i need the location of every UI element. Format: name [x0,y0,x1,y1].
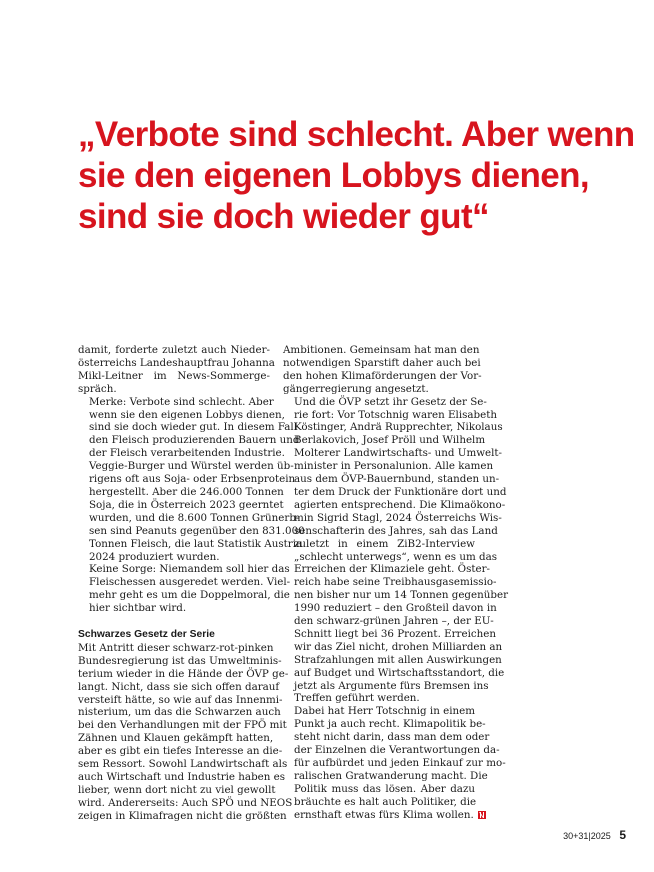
article-column-right [283,344,508,822]
section-heading: Schwarzes Gesetz der Serie [78,629,215,641]
text-line: aber es gibt ein tiefes Interesse an die- [78,745,283,758]
text-line: hergestellt. Aber die 246.000 Tonnen [89,485,284,498]
text-line: Zähnen und Klauen gekämpft hatten, [78,732,274,745]
text-line: langt. Nicht, dass sie sich offen darauf [78,680,280,693]
text-line: mehr geht es um die Doppelmoral, die [89,589,290,602]
text-line: Mikl-Leitner im News-Sommerge- [78,369,270,382]
pull-quote-headline: „Verbote sind schlecht. Aber wenn sie den eigenen Lobbys dienen, sind sie doch wieder gut“ [78,115,635,236]
paragraph [78,344,275,396]
text-line: jetzt als Argumente fürs Bremsen ins [294,679,489,692]
text-line: minister in Personalunion. Alle kamen [294,460,494,473]
text-line: Bundesregierung ist das Umweltminis- [78,654,282,667]
text-line: den schwarz-grünen Jahren –, der EU- [294,615,494,628]
text-line: steht nicht darin, dass man dem oder [294,731,490,744]
text-line: hier sichtbar wird. [89,602,187,615]
text-line: wir das Ziel nicht, drohen Milliarden an [294,640,503,653]
text-line: Treffen geführt werden. [294,692,420,705]
text-line: nisterium, um das die Schwarzen auch [78,706,281,719]
paragraph [283,395,508,706]
paragraph [78,395,305,564]
text-line: zeigen in Klimafragen nicht die größten [78,809,287,822]
text-line: min Sigrid Stagl, 2024 Österreichs Wis- [294,511,502,524]
text-line: sen sind Peanuts gegenüber den 831.000 [89,524,305,537]
text-line: Dabei hat Herr Totschnig in einem [294,705,475,718]
text-line: versteift hätte, so wie auf das Innenmi- [78,693,283,706]
text-line: 2024 produziert wurden. [89,550,220,563]
text-line: spräch. [78,382,117,395]
text-line: bei den Verhandlungen mit der FPÖ mit [78,719,287,732]
news-logo-n-icon [478,811,486,819]
text-line: 1990 reduziert – den Großteil davon in [294,602,497,615]
text-line: sem Ressort. Sowohl Landwirtschaft als [78,758,288,771]
text-line: Punkt ja auch recht. Klimapolitik be- [294,718,486,731]
paragraph [78,563,291,615]
text-line: ernsthaft etwas fürs Klima wollen. [283,809,475,822]
text-line: gängerregierung angesetzt. [283,382,429,395]
text-line: rigens oft aus Soja- oder Erbsenprotein [89,473,296,486]
text-line: „schlecht unterwegs“, wenn es um das [294,550,498,563]
text-line: ter dem Druck der Funktionäre dort und [294,485,507,498]
text-line: wird. Andererseits: Auch SPÖ und NEOS [78,796,293,809]
text-line: Köstinger, Andrä Rupprechter, Nikolaus [294,421,503,434]
paragraph [283,705,506,821]
paragraph [283,344,482,396]
text-line: terium wieder in die Hände der ÖVP ge- [78,667,289,680]
text-line: zuletzt in einem ZiB2-Interview [294,537,475,550]
text-line: ralischen Gratwanderung macht. Die [294,769,488,782]
text-line: wenn sie den eigenen Lobbys dienen, [89,408,285,421]
text-line: Keine Sorge: Niemandem soll hier das [89,563,290,576]
text-line: der Fleisch verarbeitenden Industrie. [89,447,285,460]
issue-number: 30+31|2025 [563,831,611,841]
paragraph [78,641,293,823]
text-line: Und die ÖVP setzt ihr Gesetz der Se- [294,395,487,408]
text-line: Soja, die in Österreich 2023 geerntet [89,498,284,511]
text-line: der Einzelnen die Verantwortungen da- [294,744,500,757]
text-line: bräuchte es halt auch Politiker, die [294,795,477,808]
text-line: nen bisher nur um 14 Tonnen gegenüber [294,589,508,602]
text-line: den Fleisch produzierenden Bauern und [89,434,300,447]
text-line: Schnitt liegt bei 36 Prozent. Erreichen [294,627,496,640]
text-line: senschafterin des Jahres, sah das Land [294,524,498,537]
text-line: wurden, und die 8.600 Tonnen Grünerb- [89,511,300,524]
text-line: Berlakovich, Josef Pröll und Wilhelm [294,434,486,447]
article-column-left [78,344,305,823]
page-footer [563,828,626,842]
text-line: reich habe seine Treibhausgasemissio- [294,576,497,589]
text-line: Politik muss das lösen. Aber dazu [294,782,475,795]
text-line: Ambitionen. Gemeinsam hat man den [283,344,480,356]
page-number: 5 [619,828,626,842]
text-line: sind sie doch wieder gut. In diesem Fall [89,421,298,434]
text-line: Tonnen Fleisch, die laut Statistik Austria [89,537,303,550]
text-line: Molterer Landwirtschafts- und Umwelt- [294,447,503,460]
text-line: aus dem ÖVP-Bauernbund, standen un- [294,473,500,486]
text-line: Veggie-Burger und Würstel werden üb- [89,460,294,473]
text-line: agierten entsprechend. Die Klimaökono- [294,498,506,511]
text-line: Erreichen der Klimaziele geht. Öster- [294,563,491,576]
text-line: den hohen Klimaförderungen der Vor- [283,369,482,382]
text-line: Mit Antritt dieser schwarz-rot-pinken [78,641,274,654]
text-line: österreichs Landeshauptfrau Johanna [78,356,275,369]
text-line: Merke: Verbote sind schlecht. Aber [89,395,274,408]
text-line: für aufbürdet und jeden Einkauf zur mo- [294,757,506,769]
text-line: notwendigen Sparstift daher auch bei [283,356,481,369]
text-line: damit, forderte zuletzt auch Nieder- [78,344,270,356]
text-line: auch Wirtschaft und Industrie haben es [78,771,286,783]
text-line: Strafzahlungen mit allen Auswirkungen [294,653,502,666]
text-line: lieber, wenn dort nicht zu viel gewollt [78,783,276,796]
text-line: Fleischessen ausgeredet werden. Viel- [89,576,291,589]
text-line: rie fort: Vor Totschnig waren Elisabeth [294,408,498,421]
text-line: auf Budget und Wirtschaftsstandort, die [294,666,505,679]
